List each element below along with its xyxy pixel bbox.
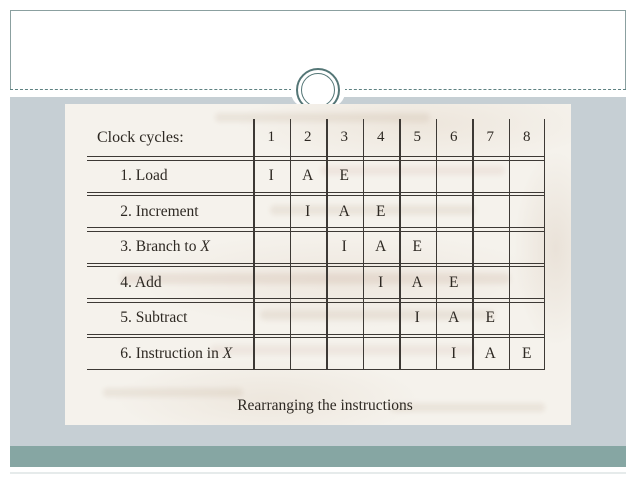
- row-label-text: 1. Load: [120, 167, 168, 184]
- stage-cell: I: [378, 273, 384, 291]
- stage-cell: A: [484, 344, 496, 362]
- row-label-text: 5. Subtract: [120, 309, 188, 326]
- stage-cell: E: [522, 344, 532, 362]
- cycle-header-cell: 1: [267, 129, 275, 145]
- stage-cell: A: [448, 309, 460, 326]
- stage-cell: A: [338, 202, 350, 220]
- stage-cell: A: [375, 238, 387, 255]
- stage-cell: A: [411, 273, 423, 291]
- cycle-header-cell: 6: [450, 129, 458, 145]
- stage-cell: E: [485, 309, 495, 326]
- circle-ornament-inner-ring: [301, 73, 335, 107]
- table-row: [87, 337, 545, 370]
- stage-cell: I: [305, 202, 311, 220]
- cycle-header-cell: 3: [340, 129, 348, 145]
- stage-cell: E: [449, 273, 459, 291]
- cycle-header-cell: 7: [486, 129, 494, 145]
- stage-cell: I: [268, 167, 274, 184]
- stage-cell: I: [414, 309, 420, 326]
- bottom-edge-line: [10, 472, 626, 474]
- row-label: [87, 327, 253, 381]
- footer-teal-bar: [10, 446, 626, 467]
- cycle-header-cell: 5: [413, 129, 421, 145]
- pipeline-table: [87, 119, 545, 370]
- stage-cell: E: [376, 202, 386, 220]
- row-label-text: 2. Increment: [120, 202, 199, 220]
- figure-caption: Rearranging the instructions: [237, 397, 413, 414]
- ghost-smudge: [103, 388, 243, 397]
- stage-cell: I: [451, 344, 457, 362]
- stage-cell: I: [341, 238, 347, 255]
- row-label-italic: X: [200, 238, 210, 255]
- row-label-text: 4. Add: [120, 273, 162, 291]
- row-label-italic: X: [222, 344, 233, 362]
- stage-cell: E: [339, 167, 349, 184]
- row-label-text: 3. Branch to: [120, 238, 201, 255]
- scanned-figure: [65, 104, 571, 425]
- cycle-header-cell: 8: [523, 129, 531, 145]
- stage-cell: E: [412, 238, 422, 255]
- row-label-text: 6. Instruction in: [120, 344, 223, 362]
- header-label: Clock cycles:: [97, 128, 184, 146]
- stage-cell: A: [302, 167, 314, 184]
- cycle-header-cell: 4: [377, 129, 385, 145]
- cycle-header-cell: 2: [304, 129, 312, 145]
